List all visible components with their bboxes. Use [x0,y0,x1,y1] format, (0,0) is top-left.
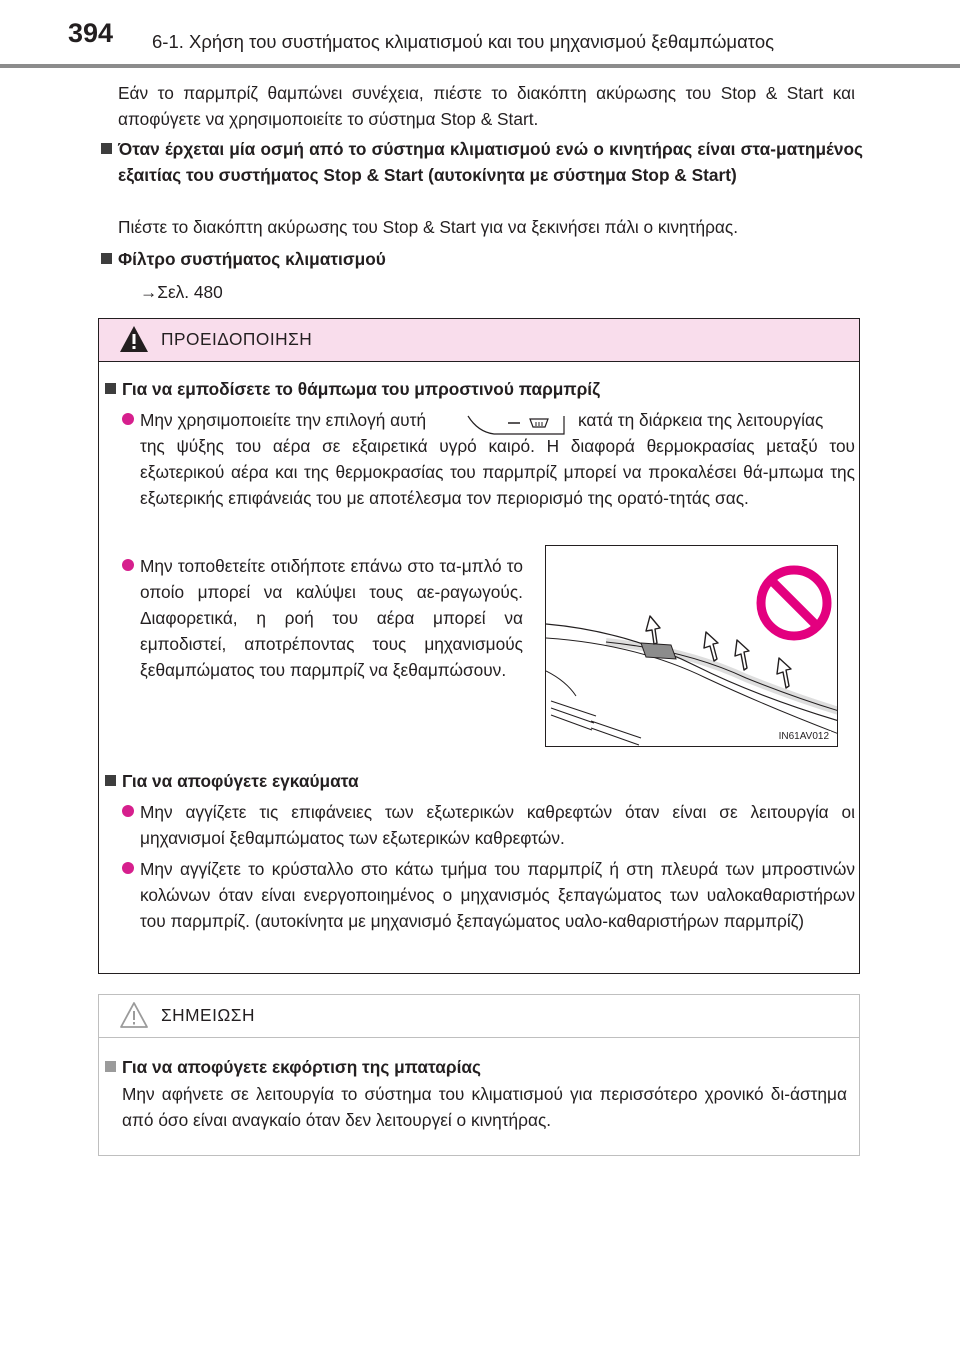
notice-title-bar [99,995,859,1038]
warning-heading-burns: Για να αποφύγετε εγκαύματα [122,768,852,794]
warning-triangle-icon [119,325,149,353]
caution-triangle-icon [119,1001,149,1029]
warning-burns-bullet-2: Μην αγγίζετε το κρύσταλλο στο κάτω τμήμα του παρμπρίζ ή στη πλευρά των μπροστινών κολώνων όταν είναι ενεργοποιημένος ο μηχανισμός ξεπαγώματος των υαλοκαθαριστήρων του παρμπρίζ. (αυτοκίνητα με μηχανισμό ξεπαγώματος υαλο-καθαριστήρων παρμπρίζ) [140,856,855,934]
warning-burns-bullet-1: Μην αγγίζετε τις επιφάνειες των εξωτερικών καθρεφτών όταν είναι σε λειτουργία οι μηχανισμοί ξεθαμπώματος των εξωτερικών καθρεφτών. [140,799,855,851]
warning-title-bar [99,319,859,362]
section-body-smell: Πιέστε το διακόπτη ακύρωσης του Stop & Start για να ξεκινήσει πάλι ο κινητήρας. [118,217,739,237]
header-rule [0,64,960,68]
warning-heading-defog: Για να εμποδίσετε το θάμπωμα του μπροστινού παρμπρίζ [122,376,852,402]
page-number: 394 [68,18,114,48]
warning-bullet-2: Μην τοποθετείτε οτιδήποτε επάνω στο τα-μπλό το οποίο μπορεί να καλύψει τους αε-ραγωγούς. Διαφορετικά, η ροή του αέρα μπορεί να εμποδιστεί, αποτρέποντας τους μηχανισμούς ξεθαμπώματος του παρμπρίζ να ξεθαμπώσουν. [140,553,523,683]
warning-bullet-1-start: Μην χρησιμοποιείτε την επιλογή αυτή [140,407,470,433]
illustration-dashboard-vents [545,545,838,747]
intro-paragraph: Εάν το παρμπρίζ θαμπώνει συνέχεια, πιέστε το διακόπτη ακύρωσης του Stop & Start και αποφύγετε να χρησιμοποιείτε το σύστημα Stop & Start. [118,83,855,129]
warning-title: ΠΡΟΕΙΔΟΠΟΙΗΣΗ [161,329,313,349]
illustration-code: IN61AV012 [778,731,829,742]
warning-bullet-1-end: κατά τη διάρκεια της λειτουργίας [578,410,824,430]
section-heading-smell: Όταν έρχεται μία οσμή από το σύστημα κλιματισμού ενώ ο κινητήρας είναι στα-ματημένος εξαιτίας του συστήματος Stop & Start (αυτοκίνητα με σύστημα Stop & Start) [118,136,863,188]
prohibition-icon [761,570,827,636]
page-reference-link[interactable]: →Σελ. 480 [140,282,223,302]
running-title: 6-1. Χρήση του συστήματος κλιματισμού και του μηχανισμού ξεθαμπώματος [152,31,775,52]
notice-heading: Για να αποφύγετε εκφόρτιση της μπαταρίας [122,1054,852,1080]
section-heading-filter: Φίλτρο συστήματος κλιματισμού [118,246,863,272]
notice-title: ΣΗΜΕΙΩΣΗ [161,1005,255,1025]
notice-body: Μην αφήνετε σε λειτουργία το σύστημα του κλιματισμού για περισσότερο χρονικό δι-άστημα από όσο είναι αναγκαίο όταν δεν λειτουργεί ο κινητήρας. [122,1084,847,1130]
warning-bullet-1-body: της ψύξης του αέρα σε εξαιρετικά υγρό καιρό. Η διαφορά θερμοκρασίας μεταξύ του εξωτερικού αέρα και της θερμοκρασίας του παρμπρίζ μπορεί να προκαλέσει θά-μπωμα της εξωτερικής επιφάνειάς του με αποτέλεσμα τον περιορισμό της ορατό-τητάς σας. [140,436,855,508]
dashboard-illustration [546,546,838,747]
